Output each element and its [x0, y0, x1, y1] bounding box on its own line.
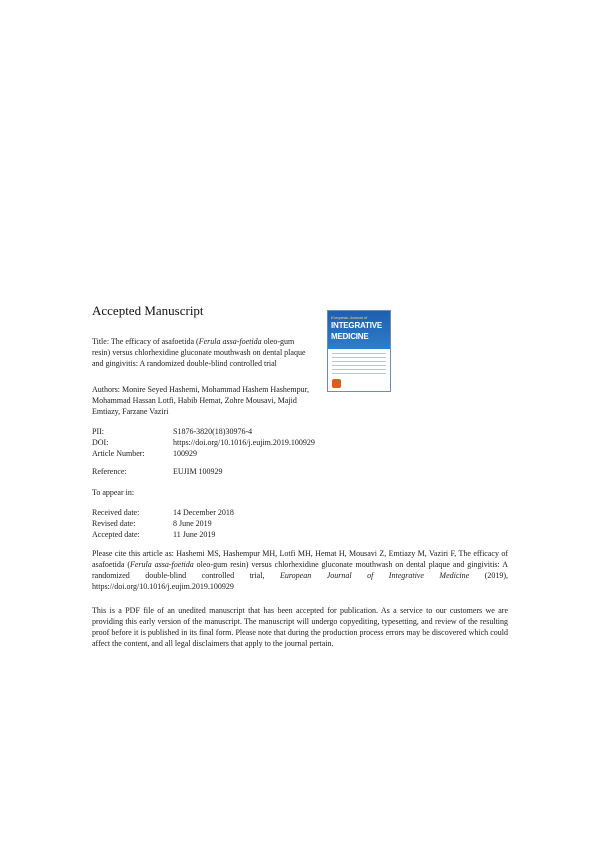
notice-paragraph: This is a PDF file of an unedited manuscript that has been accepted for publication. As a service to our customers we are providing this early version of the manuscript. The manuscript will undergo copyediting, typesetting, and review of the resulting proof before it is published in its final form. Please note that during the production process errors may be discovered which could affect the content, and all legal disclaimers that apply to the journal pertain.: [92, 606, 508, 648]
cover-text-lines: [332, 353, 386, 377]
reference-label: Reference:: [92, 467, 127, 476]
cover-journal-main-1: INTEGRATIVE: [331, 321, 382, 330]
revised-value: 8 June 2019: [173, 519, 212, 528]
journal-cover-image: [327, 310, 391, 392]
citation-italic-species: Ferula assa-foetida: [129, 560, 194, 569]
authors: Authors: Monire Seyed Hashemi, Mohammad Hashem Hashempur, Mohammad Hassan Lotfi, Habib Hemat, Zohre Mousavi, Majid Emtiazy, Farzane Vaziri: [92, 385, 309, 416]
pii-label: PII:: [92, 427, 104, 436]
citation-suffix: (2019), https://doi.org/10.1016/j.eujim.2019.100929: [92, 571, 508, 591]
received-label: Received date:: [92, 508, 140, 517]
title-prefix: Title: The efficacy of asafoetida (: [92, 337, 199, 346]
article-number-value: 100929: [173, 449, 197, 458]
revised-label: Revised date:: [92, 519, 136, 528]
doi-value[interactable]: https://doi.org/10.1016/j.eujim.2019.100929: [173, 438, 315, 447]
heading: Accepted Manuscript: [92, 303, 204, 318]
to-appear-in: To appear in:: [92, 488, 135, 497]
title-suffix: oleo-gum resin) versus chlorhexidine gluconate mouthwash on dental plaque and gingivitis: A randomized double-blind controlled trial: [92, 337, 306, 368]
title-italic: Ferula assa-foetida: [198, 337, 262, 346]
article-title: [92, 336, 314, 369]
cover-journal-main-2: MEDICINE: [331, 332, 369, 341]
citation-italic-journal: European Journal of Integrative Medicine: [279, 571, 470, 580]
doi-label: DOI:: [92, 438, 109, 447]
publisher-logo-icon: [332, 379, 341, 388]
pii-value: S1876-3820(18)30976-4: [173, 427, 253, 436]
citation-prefix: Please cite this article as: Hashemi MS, Hashempur MH, Lotfi MH, Hemat H, Mousavi Z, Emtiazy M, Vaziri F, The efficacy of asafoetida (: [92, 549, 508, 569]
reference-value: EUJIM 100929: [173, 467, 223, 476]
article-number-label: Article Number:: [92, 449, 145, 458]
citation-middle: oleo-gum resin) versus chlorhexidine gluconate mouthwash on dental plaque and gingivitis: A randomized double-blind controlled trial,: [92, 560, 508, 580]
accepted-label: Accepted date:: [92, 530, 140, 539]
cover-journal-top: European Journal of: [331, 315, 368, 320]
accepted-value: 11 June 2019: [173, 530, 216, 539]
citation-paragraph: [92, 548, 508, 592]
received-value: 14 December 2018: [173, 508, 234, 517]
